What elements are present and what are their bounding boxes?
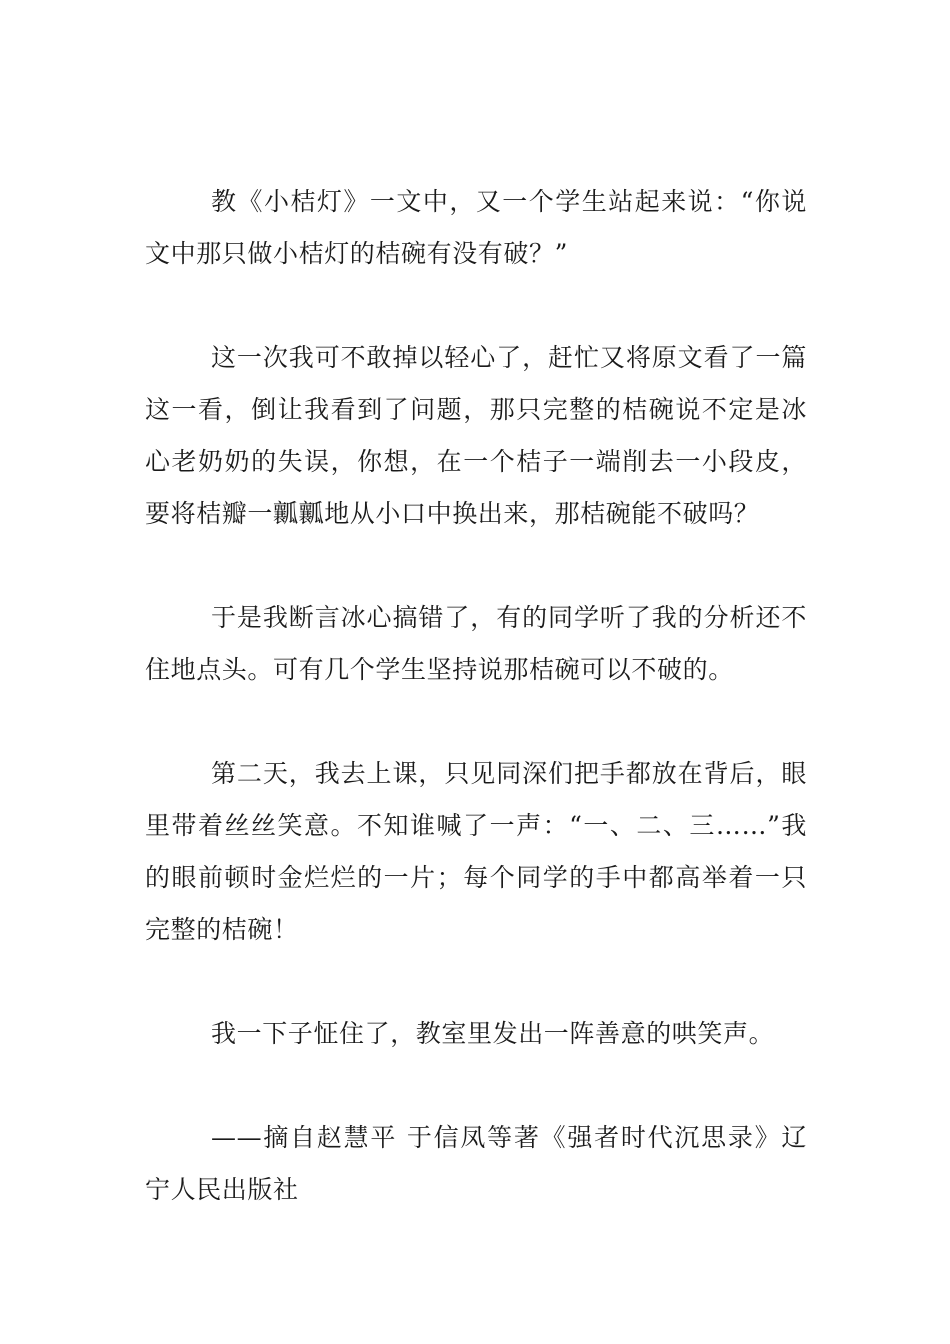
paragraph-conclusion: 于是我断言冰心搞错了，有的同学听了我的分析还不住地点头。可有几个学生坚持说那桔碗可以不破的。 xyxy=(145,603,807,684)
paragraph-stunned: 我一下子怔住了，教室里发出一阵善意的哄笑声。 xyxy=(211,1019,775,1048)
paragraph-question: 教《小桔灯》一文中，又一个学生站起来说：“你说文中那只做小桔灯的桔碗有没有破？” xyxy=(145,187,807,268)
paragraph-analysis: 这一次我可不敢掉以轻心了，赶忙又将原文看了一篇这一看，倒让我看到了问题，那只完整的桔碗说不定是冰心老奶奶的失误，你想，在一个桔子一端削去一小段皮，要将桔瓣一瓤瓤地从小口中换出来，那桔碗能不破吗？ xyxy=(145,343,807,528)
paragraph-source-citation: ——摘自赵慧平 于信凤等著《强者时代沉思录》辽宁人民出版社 xyxy=(145,1123,807,1204)
paragraph-next-day: 第二天，我去上课，只见同深们把手都放在背后，眼里带着丝丝笑意。不知谁喊了一声：“一、二、三……”我的眼前顿时金烂烂的一片；每个同学的手中都高举着一只完整的桔碗！ xyxy=(145,759,807,944)
document-body xyxy=(145,176,807,1216)
